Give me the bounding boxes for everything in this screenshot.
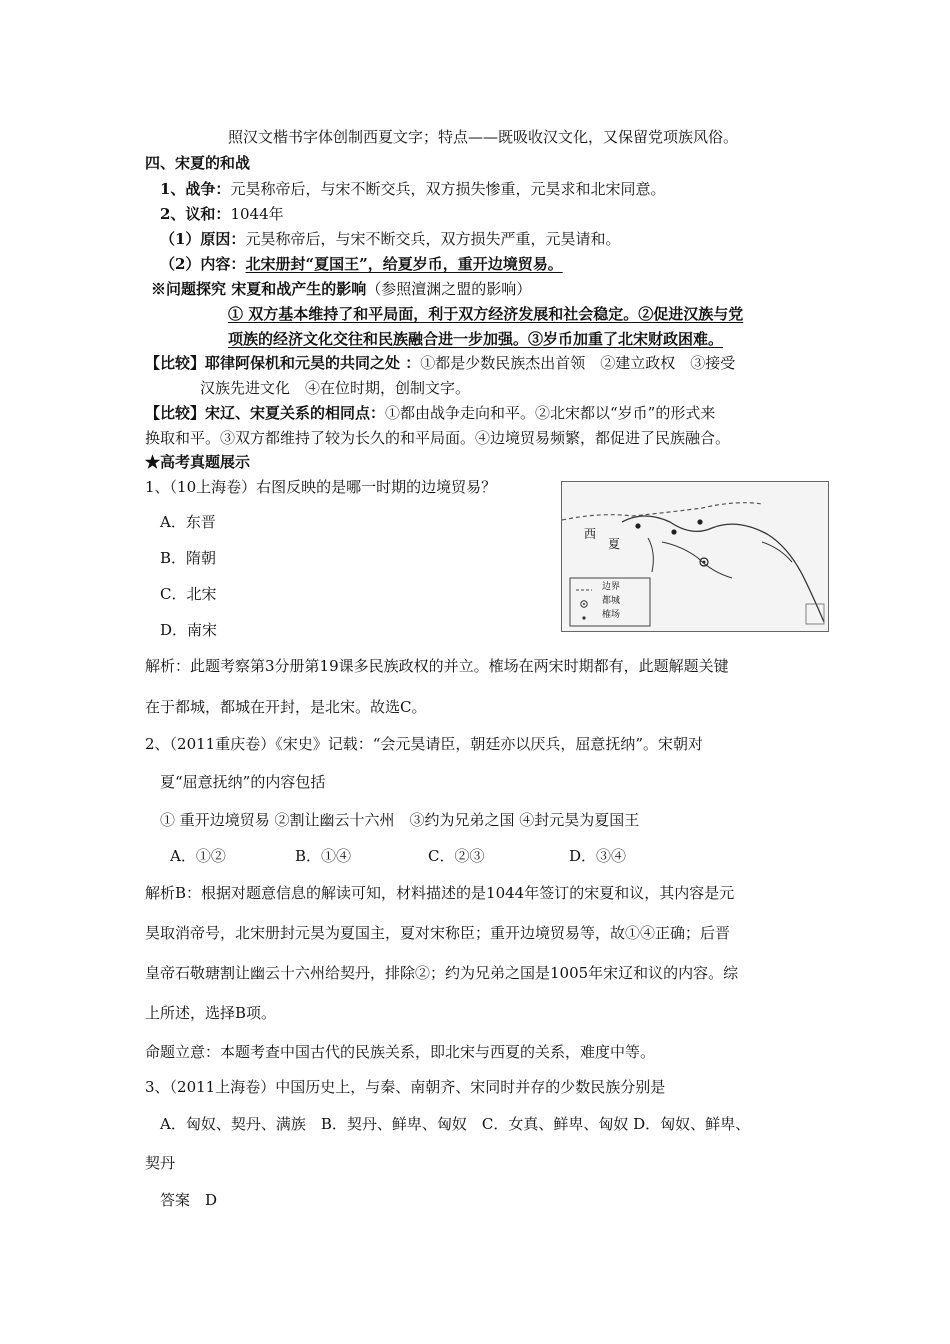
q2-stem-1: 2、（2011重庆卷）《宋史》记载：“会元昊请臣，朝廷亦以厌兵，屈意抚纳”。宋朝对 [145, 735, 704, 753]
section-heading: 四、宋夏的和战 [145, 154, 251, 172]
q2-option-b: B．①④ [295, 847, 352, 865]
war-label: 1、战争： [160, 180, 231, 198]
q2-items: ① 重开边境贸易 ②割让幽云十六州 ③约为兄弟之国 ④封元昊为夏国王 [160, 811, 640, 829]
peace-text: 1044年 [230, 205, 284, 223]
war-line [160, 179, 665, 199]
q2-analysis-3: 皇帝石敬瑭割让幽云十六州给契丹，排除②；约为兄弟之国是1005年宋辽和议的内容。综 [145, 964, 739, 982]
q2-analysis-2: 昊取消帝号，北宋册封元昊为夏国主，夏对宋称臣；重开边境贸易等，故①④正确；后晋 [145, 924, 731, 942]
war-text: 元昊称帝后，与宋不断交兵，双方损失惨重，元昊求和北宋同意。 [230, 180, 666, 198]
q3-answer: 答案 D [160, 1191, 218, 1209]
content-line [160, 254, 563, 274]
compare1-line2: 汉族先进文化 ④在位时期，创制文字。 [200, 379, 471, 397]
legend-capital: 都城 [602, 596, 621, 606]
legend-border: 边界 [602, 582, 621, 592]
explore-line [151, 279, 531, 299]
compare2-text1: ①都由战争走向和平。②北宋都以“岁币”的形式来 [385, 404, 716, 422]
impact-line-2: 项族的经济文化交往和民族融合进一步加强。③岁币加重了北宋财政困难。 [228, 330, 724, 348]
reason-text: 元昊称帝后，与宋不断交兵，双方损失严重，元昊请和。 [245, 230, 621, 248]
map-label-xia: 夏 [608, 537, 621, 551]
q3-stem: 3、（2011上海卷）中国历史上，与秦、南朝齐、宋同时并存的少数民族分别是 [145, 1078, 666, 1096]
explore-note: （参照澶渊之盟的影响） [366, 280, 532, 298]
q1-option-d: D．南宋 [160, 621, 218, 639]
compare1-line1 [145, 353, 735, 373]
q2-analysis-1: 解析B：根据对题意信息的解读可知，材料描述的是1044年签订的宋夏和议，其内容是元 [145, 884, 735, 902]
q1-option-c: C．北宋 [160, 585, 217, 603]
q3-options: A．匈奴、契丹、满族 B．契丹、鲜卑、匈奴 C．女真、鲜卑、匈奴 D．匈奴、鲜卑、 [160, 1115, 751, 1133]
q2-analysis-4: 上所述，选择B项。 [145, 1004, 277, 1022]
q2-option-a: A．①② [170, 847, 226, 865]
content-text: 北宋册封“夏国王”，给夏岁币，重开边境贸易。 [245, 255, 563, 273]
q1-analysis-2: 在于都城，都城在开封，是北宋。故选C。 [145, 698, 427, 716]
q2-intent: 命题立意：本题考查中国古代的民族关系，即北宋与西夏的关系，难度中等。 [145, 1043, 656, 1061]
peace-line [160, 204, 284, 224]
q2-option-c: C．②③ [428, 847, 485, 865]
q1-stem: 1、（10上海卷）右图反映的是哪一时期的边境贸易？ [145, 478, 497, 496]
intro-line: 照汉文楷书字体创制西夏文字；特点——既吸收汉文化，又保留党项族风俗。 [228, 128, 739, 146]
impact-line-1: ① 双方基本维持了和平局面，利于双方经济发展和社会稳定。②促进汉族与党 [228, 305, 744, 323]
q2-option-d: D．③④ [569, 847, 627, 865]
reason-line [160, 229, 620, 249]
reason-label: （1）原因： [160, 230, 246, 248]
compare2-line1 [145, 403, 715, 423]
exam-heading: ★高考真题展示 [145, 453, 251, 471]
q2-stem-2: 夏“屈意抚纳”的内容包括 [160, 773, 326, 791]
peace-label: 2、议和： [160, 205, 231, 223]
compare1-text1: ①都是少数民族杰出首领 ②建立政权 ③接受 [420, 354, 736, 372]
compare2-label: 【比较】宋辽、宋夏关系的相同点： [145, 404, 386, 422]
map-label-xi: 西 [584, 527, 597, 541]
compare2-line2: 换取和平。③双方都维持了较为长久的和平局面。④边境贸易频繁，都促进了民族融合。 [145, 429, 731, 447]
content-label: （2）内容： [160, 255, 246, 273]
compare1-label: 【比较】耶律阿保机和元昊的共同之处 ： [145, 354, 421, 372]
q1-option-b: B．隋朝 [160, 549, 217, 567]
legend-market: 榷场 [602, 610, 621, 620]
q1-option-a: A．东晋 [160, 513, 216, 531]
explore-label: ※问题探究 宋夏和战产生的影响 [151, 280, 367, 298]
q1-analysis-1: 解析：此题考察第3分册第19课多民族政权的并立。榷场在两宋时期都有，此题解题关键 [145, 657, 729, 675]
border-trade-map [561, 481, 829, 632]
q3-options-cont: 契丹 [145, 1154, 176, 1172]
